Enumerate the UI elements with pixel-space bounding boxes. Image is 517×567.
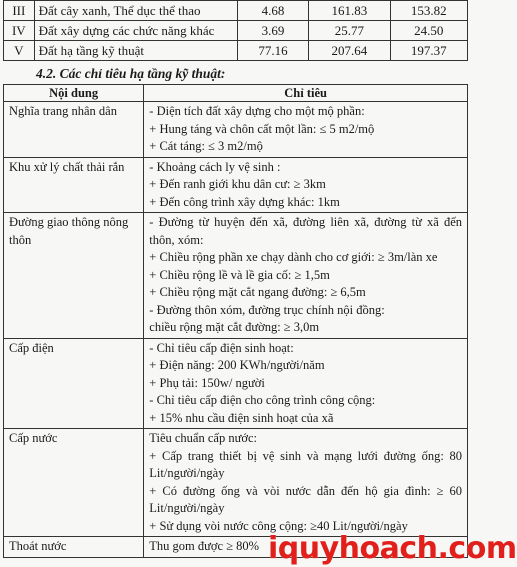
criteria-line: - Khoảng cách ly vệ sinh :: [149, 159, 281, 174]
row-value-3: 24.50: [390, 21, 468, 41]
row-value-2: 161.83: [309, 1, 390, 21]
row-label: Khu xử lý chất thải rắn: [4, 157, 144, 213]
row-name: Đất cây xanh, Thể dục thể thao: [34, 1, 237, 21]
section-title: 4.2. Các chỉ tiêu hạ tầng kỹ thuật:: [36, 66, 226, 81]
criteria-line: - Diện tích đất xây dựng cho một mộ phần:: [149, 104, 365, 118]
table-row: [4, 338, 468, 429]
criteria-line: + Phụ tải: 150w/ người: [149, 375, 265, 390]
table-row: [4, 429, 468, 537]
criteria-line: - Chỉ tiêu cấp điện sinh hoạt:: [149, 340, 294, 355]
row-criteria: [144, 157, 468, 213]
criteria-line: chiều rộng mặt cắt đường: ≥ 3,0m: [149, 320, 320, 334]
criteria-line: + Hung táng và chôn cất một lần: ≤ 5 m2/mộ: [149, 121, 375, 136]
table-row: [4, 21, 468, 41]
land-use-table: [3, 0, 468, 61]
table-row: [4, 102, 468, 158]
row-criteria: [144, 102, 468, 158]
table-header-row: [4, 85, 468, 102]
row-label: Nghĩa trang nhân dân: [4, 102, 144, 158]
row-id: III: [4, 1, 35, 21]
criteria-line: Tiêu chuẩn cấp nước:: [149, 431, 257, 445]
criteria-line: - Đường từ huyện đến xã, đường liên xã, đường từ xã đến thôn, xóm:: [149, 215, 462, 247]
criteria-line: + Sử dụng vòi nước công cộng: ≥40 Lit/người/ngày: [149, 518, 408, 533]
row-id: IV: [4, 21, 35, 41]
table-row: [4, 213, 468, 339]
row-value-2: 25.77: [309, 21, 390, 41]
criteria-line: Thu gom được ≥ 80%: [149, 539, 260, 553]
row-criteria: [144, 213, 468, 339]
header-criteria: Chỉ tiêu: [144, 85, 468, 102]
row-value-3: 197.37: [390, 41, 468, 61]
row-label: Thoát nước: [4, 537, 144, 558]
criteria-line: - Chỉ tiêu cấp điện cho công trình công cộng:: [149, 393, 376, 407]
criteria-line: + Đến công trình xây dựng khác: 1km: [149, 194, 340, 209]
infrastructure-criteria-table: [3, 84, 468, 558]
row-id: V: [4, 41, 35, 61]
criteria-line: + Chiều rộng mặt cắt ngang đường: ≥ 6,5m: [149, 285, 366, 299]
row-label: Đường giao thông nông thôn: [4, 213, 144, 339]
row-name: Đất xây dựng các chức năng khác: [34, 21, 237, 41]
table-row: [4, 157, 468, 213]
criteria-line: + Chiều rộng phần xe chạy dành cho cơ giới: ≥ 3m/làn xe: [149, 250, 438, 264]
row-value-1: 3.69: [237, 21, 308, 41]
row-value-1: 77.16: [237, 41, 308, 61]
row-value-1: 4.68: [237, 1, 308, 21]
header-content: Nội dung: [4, 85, 144, 102]
criteria-line: - Đường thôn xóm, đường trục chính nội đồng:: [149, 302, 385, 317]
criteria-line: + 15% nhu cầu điện sinh hoạt của xã: [149, 410, 334, 425]
table-row: [4, 1, 468, 21]
criteria-line: + Có đường ống và vòi nước dẫn đến hộ gia đình: ≥ 60 Lit/người/ngày: [149, 483, 462, 515]
criteria-line: + Đến ranh giới khu dân cư: ≥ 3km: [149, 177, 326, 191]
row-value-2: 207.64: [309, 41, 390, 61]
table-row: [4, 41, 468, 61]
criteria-line: + Cấp trang thiết bị vệ sinh và mạng lưới đường ống: 80 Lit/người/ngày: [149, 448, 462, 480]
watermark-logo: iquyhoach.com: [268, 531, 517, 566]
row-criteria: [144, 429, 468, 537]
criteria-line: + Điện năng: 200 KWh/người/năm: [149, 358, 325, 372]
criteria-line: + Chiều rộng lề và lề gia cố: ≥ 1,5m: [149, 267, 330, 282]
criteria-line: + Cát táng: ≤ 3 m2/mộ: [149, 139, 263, 153]
row-label: Cấp nước: [4, 429, 144, 537]
row-name: Đất hạ tầng kỹ thuật: [34, 41, 237, 61]
row-criteria: [144, 338, 468, 429]
row-value-3: 153.82: [390, 1, 468, 21]
row-label: Cấp điện: [4, 338, 144, 429]
